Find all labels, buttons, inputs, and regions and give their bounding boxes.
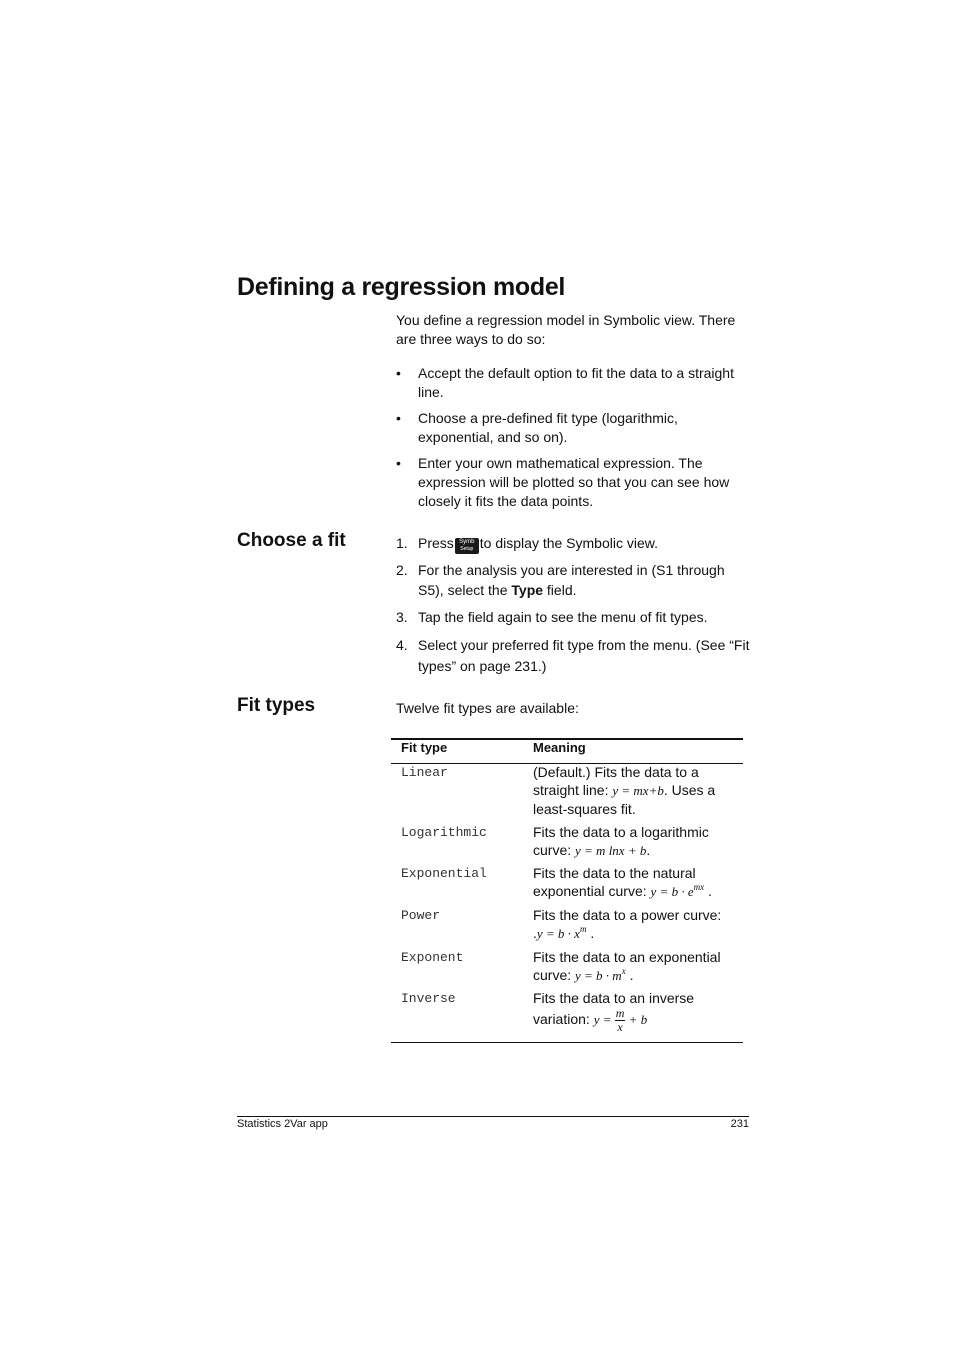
key-top-label: Symb bbox=[459, 539, 475, 545]
footer-rule bbox=[237, 1116, 749, 1117]
fraction-numerator: m bbox=[615, 1006, 625, 1020]
meaning-line: Fits the data to a power curve: bbox=[533, 907, 722, 923]
meaning-cell bbox=[533, 763, 738, 818]
meaning-cell bbox=[533, 823, 738, 860]
step-number: 3. bbox=[396, 609, 408, 625]
meaning-line: Fits the data to the natural bbox=[533, 865, 696, 881]
bullet-text: Accept the default option to fit the data to a straight line. bbox=[418, 365, 734, 400]
step-text: Select your preferred fit type from the menu. (See “Fit types” on page 231.) bbox=[418, 637, 750, 674]
meaning-text: curve: bbox=[533, 967, 576, 983]
fit-type-cell: Power bbox=[401, 908, 441, 923]
meaning-line bbox=[533, 966, 738, 985]
meaning-line: least-squares fit. bbox=[533, 801, 636, 817]
section-heading-choose-fit: Choose a fit bbox=[237, 530, 346, 551]
type-field-name: Type bbox=[511, 582, 544, 598]
meaning-line bbox=[533, 924, 738, 943]
meaning-text: . bbox=[704, 883, 712, 899]
step-text-pre: For the analysis you are interested in (S1 through S5), select the bbox=[418, 562, 725, 598]
formula: y = mx+b bbox=[612, 783, 664, 798]
formula-base: y = b · x bbox=[536, 926, 580, 941]
meaning-line: Fits the data to an inverse bbox=[533, 990, 695, 1006]
formula-base: y = b · e bbox=[650, 884, 694, 899]
table-bottom-rule bbox=[391, 1042, 743, 1043]
formula: y = m lnx + b bbox=[575, 843, 647, 858]
meaning-cell bbox=[533, 948, 738, 985]
fraction bbox=[615, 1007, 626, 1034]
intro-paragraph: You define a regression model in Symbolic view. There are three ways to do so: bbox=[396, 312, 736, 347]
bullet-marker: • bbox=[396, 455, 401, 471]
step-number: 1. bbox=[396, 535, 408, 551]
formula-exponent: mx bbox=[693, 882, 705, 892]
column-header-meaning: Meaning bbox=[533, 740, 586, 755]
meaning-text: straight line: bbox=[533, 782, 613, 798]
page-number: 231 bbox=[730, 1118, 749, 1130]
step-text-post: field. bbox=[543, 582, 577, 598]
page-title: Defining a regression model bbox=[237, 273, 566, 301]
column-header-fit-type: Fit type bbox=[401, 740, 448, 755]
fit-type-cell: Linear bbox=[401, 765, 448, 780]
meaning-line: Fits the data to a logarithmic bbox=[533, 824, 709, 840]
meaning-text: variation: bbox=[533, 1011, 594, 1028]
fraction-denominator: x bbox=[617, 1020, 623, 1034]
bullet-marker: • bbox=[396, 365, 401, 381]
step-text-post: to display the Symbolic view. bbox=[479, 535, 658, 551]
meaning-text: . Uses a bbox=[663, 782, 716, 798]
fit-type-cell: Exponent bbox=[401, 950, 464, 965]
meaning-line bbox=[533, 882, 738, 901]
meaning-cell bbox=[533, 864, 738, 901]
meaning-cell bbox=[533, 989, 738, 1034]
bullet-text: Choose a pre-defined fit type (logarithmic, exponential, and so on). bbox=[418, 410, 678, 445]
formula-lhs: y = bbox=[593, 1012, 615, 1028]
formula-exponent: x bbox=[621, 966, 626, 976]
meaning-text: . bbox=[625, 967, 634, 983]
meaning-text: . bbox=[533, 925, 537, 941]
step-text bbox=[418, 560, 751, 600]
step-number: 4. bbox=[396, 637, 408, 653]
formula-base: y = b · m bbox=[575, 968, 622, 983]
step-text-pre: Press bbox=[418, 535, 454, 551]
fit-type-cell: Logarithmic bbox=[401, 825, 487, 840]
bullet-marker: • bbox=[396, 410, 401, 426]
formula-exponent: m bbox=[579, 924, 587, 934]
fit-type-cell: Inverse bbox=[401, 991, 456, 1006]
bullet-text: Enter your own mathematical expression. The expression will be plotted so that you can see how closely it fits the data points. bbox=[418, 455, 730, 509]
meaning-text: curve: bbox=[533, 842, 576, 858]
fit-type-cell: Exponential bbox=[401, 866, 487, 881]
meaning-line: (Default.) Fits the data to a bbox=[533, 764, 699, 780]
meaning-line bbox=[533, 1007, 738, 1034]
step-text: Tap the field again to see the menu of fit types. bbox=[418, 609, 708, 625]
formula bbox=[651, 884, 705, 899]
section-heading-fit-types: Fit types bbox=[237, 695, 316, 716]
symb-key-icon bbox=[455, 538, 479, 554]
step-text bbox=[418, 534, 751, 554]
footer-section-title: Statistics 2Var app bbox=[237, 1118, 328, 1130]
fit-types-intro: Twelve fit types are available: bbox=[396, 700, 579, 716]
meaning-text: . bbox=[586, 925, 595, 941]
meaning-cell bbox=[533, 906, 738, 943]
meaning-line: Fits the data to an exponential bbox=[533, 949, 721, 965]
formula-rhs: + b bbox=[625, 1012, 648, 1028]
meaning-line bbox=[533, 841, 738, 860]
meaning-text: . bbox=[646, 842, 651, 858]
formula bbox=[575, 968, 626, 983]
formula bbox=[537, 926, 587, 941]
key-bottom-label: Setup bbox=[460, 546, 474, 552]
meaning-text: exponential curve: bbox=[533, 883, 651, 899]
meaning-line bbox=[533, 781, 738, 800]
step-number: 2. bbox=[396, 562, 408, 578]
